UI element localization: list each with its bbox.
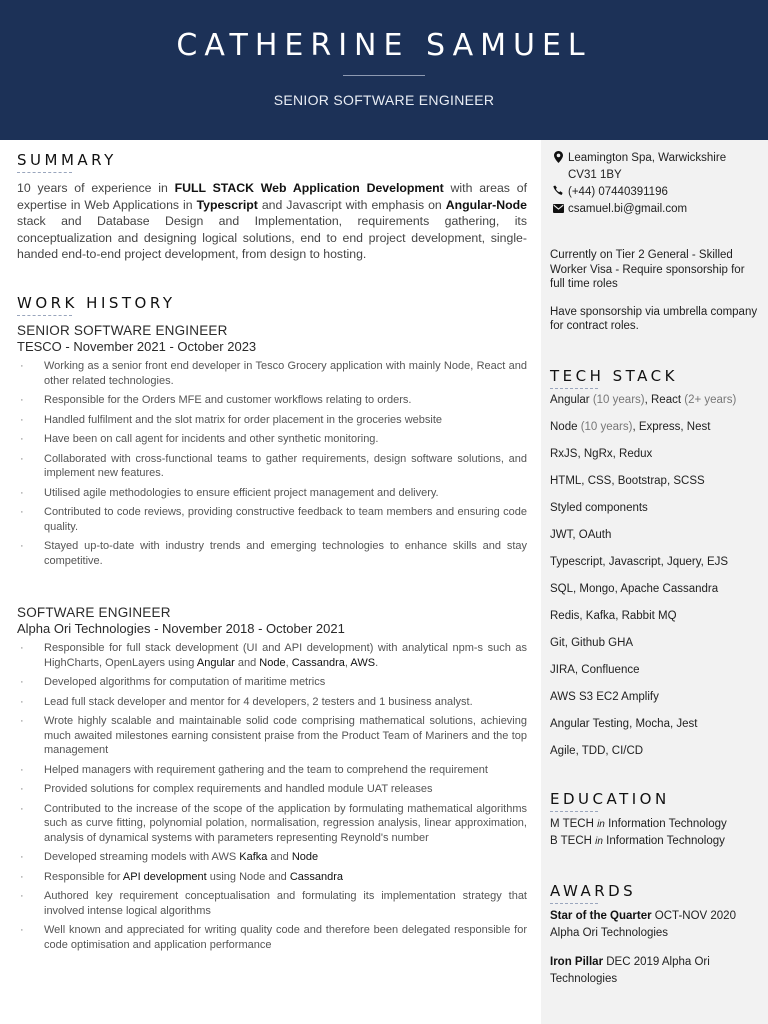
tech-stack-item: [550, 528, 760, 555]
summary-fragment: Angular-Node: [445, 197, 528, 212]
tech-stack-fragment: Typescript, Javascript, Jquery, EJS: [550, 556, 729, 568]
bullet-fragment: Node: [259, 656, 286, 669]
tech-stack-item: [550, 393, 760, 420]
bullet-fragment: Cassandra: [289, 870, 344, 883]
resume-header: [0, 0, 768, 140]
award-title: Star of the Quarter: [550, 910, 652, 922]
bullet-fragment: using Node and: [206, 870, 290, 883]
envelope-icon: [552, 202, 564, 219]
summary-fragment: and Javascript with emphasis on: [257, 197, 446, 212]
degree-connector: in: [595, 836, 603, 847]
visa-contract: Have sponsorship via umbrella company for contract roles.: [550, 305, 758, 332]
bullet-item: [17, 923, 527, 952]
bullet-fragment: Contributed to the increase of the scope of the application by formulating mathematical algorithms such as curve fitting, polynomial polation, normalisation, regression analysis, linear approximation, analysis of dynamical systems with parameters representing Reynold's number: [44, 802, 527, 844]
bullet-item: [17, 505, 527, 534]
bullet-item: [17, 393, 527, 408]
tech-stack-item: [550, 636, 760, 663]
awards-heading: AWARDS: [550, 882, 637, 900]
bullet-item: [17, 641, 527, 670]
bullet-fragment: and: [234, 656, 260, 669]
bullet-fragment: Collaborated with cross-functional teams to gather requirements, design software solutions, and implement new features.: [44, 452, 527, 479]
bullet-item: [17, 889, 527, 918]
email-address[interactable]: csamuel.bi@gmail.com: [568, 203, 688, 215]
bullet-fragment: ,: [285, 656, 292, 669]
tech-stack-fragment: Angular Testing, Mocha, Jest: [550, 718, 698, 730]
bullet-fragment: Working as a senior front end developer in Tesco Grocery application with mainly Node, React and other related technologies.: [44, 360, 527, 387]
bullet-fragment: Developed streaming models with AWS: [44, 851, 240, 863]
tech-stack-fragment: (2+ years): [681, 394, 737, 406]
bullet-item: [17, 432, 527, 447]
tech-stack-item: [550, 609, 760, 636]
job-company: Alpha Ori Technologies - November 2018 - October 2021: [17, 621, 345, 636]
bullet-item: [17, 714, 527, 758]
bullet-fragment: ,: [344, 656, 351, 669]
tech-stack-list: [550, 393, 760, 771]
work-history-section-heading: [17, 294, 175, 316]
degree: M TECH: [550, 818, 598, 830]
bullet-fragment: Wrote highly scalable and maintainable solid code comprising mathematical solutions, achieving much awaited milestones earning consistent praise from the Product Team of Mariners and the top management: [44, 715, 527, 756]
phone-icon: [552, 185, 564, 202]
summary-fragment: stack and Database Design and Implementation, requirements gathering, its conceptualization and designing logical solutions, end to end project development, single-handed end-to-end project development, from design to hosting.: [17, 214, 527, 261]
tech-stack-item: [550, 555, 760, 582]
bullet-fragment: and: [267, 851, 292, 863]
award-title: Iron Pillar: [550, 956, 604, 968]
bullet-item: [17, 802, 527, 846]
tech-stack-item: [550, 501, 760, 528]
work-history-rule: [17, 315, 72, 316]
bullet-item: [17, 486, 527, 501]
tech-stack-fragment: JWT, OAuth: [550, 529, 612, 541]
tech-stack-item: [550, 744, 760, 771]
award-item: [550, 908, 760, 942]
awards-rule: [550, 903, 598, 904]
tech-stack-item: [550, 663, 760, 690]
contact-block: [550, 150, 760, 218]
tech-stack-item: [550, 420, 760, 447]
bullet-fragment: API development: [122, 870, 207, 883]
location-line2: CV31 1BY: [568, 169, 622, 181]
job-bullets: [17, 359, 527, 568]
bullet-fragment: Helped managers with requirement gathering and the team to comprehend the requirement: [44, 763, 488, 776]
summary-section-heading: [17, 151, 117, 173]
tech-stack-fragment: (10 years): [589, 394, 645, 406]
summary-fragment: FULL STACK Web Application Development: [174, 181, 444, 195]
bullet-fragment: Kafka: [239, 851, 268, 863]
bullet-item: [17, 452, 527, 481]
work-history-heading: WORK HISTORY: [17, 294, 176, 312]
summary-fragment: with areas of expertise in Web Applications in: [17, 181, 527, 212]
bullet-item: [17, 539, 527, 568]
education-rule: [550, 811, 598, 812]
award-detail: DEC 2019 Alpha Ori Technologies: [550, 956, 710, 985]
education-item: [550, 816, 760, 833]
job-company: TESCO - November 2021 - October 2023: [17, 339, 257, 354]
bullet-fragment: Developed algorithms for computation of maritime metrics: [44, 676, 326, 688]
bullet-item: [17, 359, 527, 388]
bullet-item: [17, 763, 527, 778]
education-heading: EDUCATION: [550, 790, 670, 808]
bullet-fragment: Lead full stack developer and mentor for 4 developers, 2 testers and 1 business analyst.: [44, 695, 473, 708]
visa-status: Currently on Tier 2 General - Skilled Worker Visa - Require sponsorship for full time roles: [550, 249, 745, 290]
map-pin-icon: [552, 151, 564, 169]
job-bullets: [17, 641, 527, 952]
job-role: SENIOR SOFTWARE ENGINEER: [17, 323, 228, 338]
tech-stack-fragment: AWS S3 EC2 Amplify: [550, 691, 659, 703]
bullet-fragment: Stayed up-to-date with industry trends and emerging technologies to enhance skills and stay competitive.: [44, 540, 527, 567]
bullet-fragment: Contributed to code reviews, providing constructive feedback to team members and ensuring code quality.: [44, 506, 527, 533]
tech-stack-fragment: Redis, Kafka, Rabbit MQ: [550, 610, 677, 622]
candidate-name: CATHERINE SAMUEL: [176, 28, 592, 63]
award-item: [550, 954, 760, 988]
awards-list: [550, 908, 760, 988]
degree-connector: in: [597, 819, 605, 830]
job-entry: [17, 323, 527, 573]
tech-stack-fragment: Git, Github GHA: [550, 637, 634, 649]
bullet-fragment: Angular: [196, 656, 235, 669]
tech-stack-fragment: RxJS, NgRx, Redux: [550, 448, 653, 460]
tech-stack-fragment: SQL, Mongo, Apache Cassandra: [550, 583, 719, 595]
job-entry: [17, 605, 527, 957]
tech-stack-item: [550, 582, 760, 609]
contact-phone: [550, 184, 760, 201]
degree: B TECH: [550, 835, 596, 847]
bullet-fragment: Responsible for the Orders MFE and customer workflows relating to orders.: [44, 394, 412, 406]
summary-fragment: Typescript: [196, 197, 258, 212]
summary-rule: [17, 172, 72, 173]
bullet-fragment: Node: [291, 851, 319, 863]
tech-stack-item: [550, 474, 760, 501]
bullet-fragment: AWS: [350, 656, 376, 669]
bullet-fragment: Have been on call agent for incidents and other synthetic monitoring.: [44, 433, 379, 445]
tech-stack-item: [550, 717, 760, 744]
tech-stack-item: [550, 447, 760, 474]
education-section: [550, 790, 760, 812]
tech-stack-fragment: Agile, TDD, CI/CD: [550, 745, 644, 757]
job-role: SOFTWARE ENGINEER: [17, 605, 171, 620]
education-list: [550, 816, 760, 850]
tech-stack-item: [550, 690, 760, 717]
contact-location: [550, 150, 760, 184]
summary-heading: SUMMARY: [17, 151, 117, 169]
bullet-item: [17, 675, 527, 690]
visa-block: [550, 248, 760, 334]
bullet-fragment: Authored key requirement conceptualisation and formulating its implementation strategy that involved intense logical algorithms: [44, 890, 527, 917]
bullet-fragment: Responsible for: [44, 870, 123, 883]
sidebar: [541, 140, 768, 1024]
bullet-fragment: .: [375, 656, 379, 669]
tech-stack-fragment: JIRA, Confluence: [550, 664, 640, 676]
degree-field: Information Technology: [602, 835, 725, 847]
bullet-fragment: Provided solutions for complex requirements and handled module UAT releases: [44, 783, 433, 795]
tech-stack-rule: [550, 388, 598, 389]
awards-section: [550, 882, 760, 904]
award-detail: OCT-NOV 2020 Alpha Ori Technologies: [550, 910, 736, 939]
bullet-fragment: Well known and appreciated for writing quality code and therefore been delegated responsible for code optimisation and application performance: [44, 924, 527, 951]
bullet-item: [17, 870, 527, 885]
bullet-item: [17, 850, 527, 865]
summary-fragment: 10 years of experience in: [17, 181, 175, 195]
tech-stack-section: [550, 367, 760, 389]
tech-stack-heading: TECH STACK: [550, 367, 678, 385]
tech-stack-fragment: HTML, CSS, Bootstrap, SCSS: [550, 475, 705, 487]
bullet-fragment: Handled fulfilment and the slot matrix for order placement in the groceries website: [44, 413, 443, 426]
education-item: [550, 833, 760, 850]
bullet-item: [17, 782, 527, 797]
contact-email: [550, 201, 760, 218]
location-line1: Leamington Spa, Warwickshire: [568, 152, 727, 164]
summary-text: [17, 180, 527, 263]
bullet-fragment: Cassandra: [291, 656, 345, 669]
bullet-item: [17, 695, 527, 710]
bullet-fragment: Responsible for full stack development (UI and API development) with analytical npm-s such as HighCharts, OpenLayers using: [44, 642, 527, 669]
candidate-title: SENIOR SOFTWARE ENGINEER: [273, 92, 495, 108]
degree-field: Information Technology: [604, 818, 727, 830]
phone-number[interactable]: (+44) 07440391196: [568, 186, 668, 198]
header-divider: [343, 75, 425, 76]
tech-stack-fragment: Angular: [550, 394, 590, 406]
tech-stack-fragment: (10 years): [577, 421, 633, 433]
tech-stack-fragment: Node: [550, 421, 578, 433]
tech-stack-fragment: , Express, Nest: [632, 421, 711, 433]
bullet-fragment: Utilised agile methodologies to ensure efficient project management and delivery.: [44, 486, 439, 499]
tech-stack-fragment: Styled components: [550, 502, 648, 514]
tech-stack-fragment: , React: [644, 394, 682, 406]
bullet-item: [17, 413, 527, 428]
